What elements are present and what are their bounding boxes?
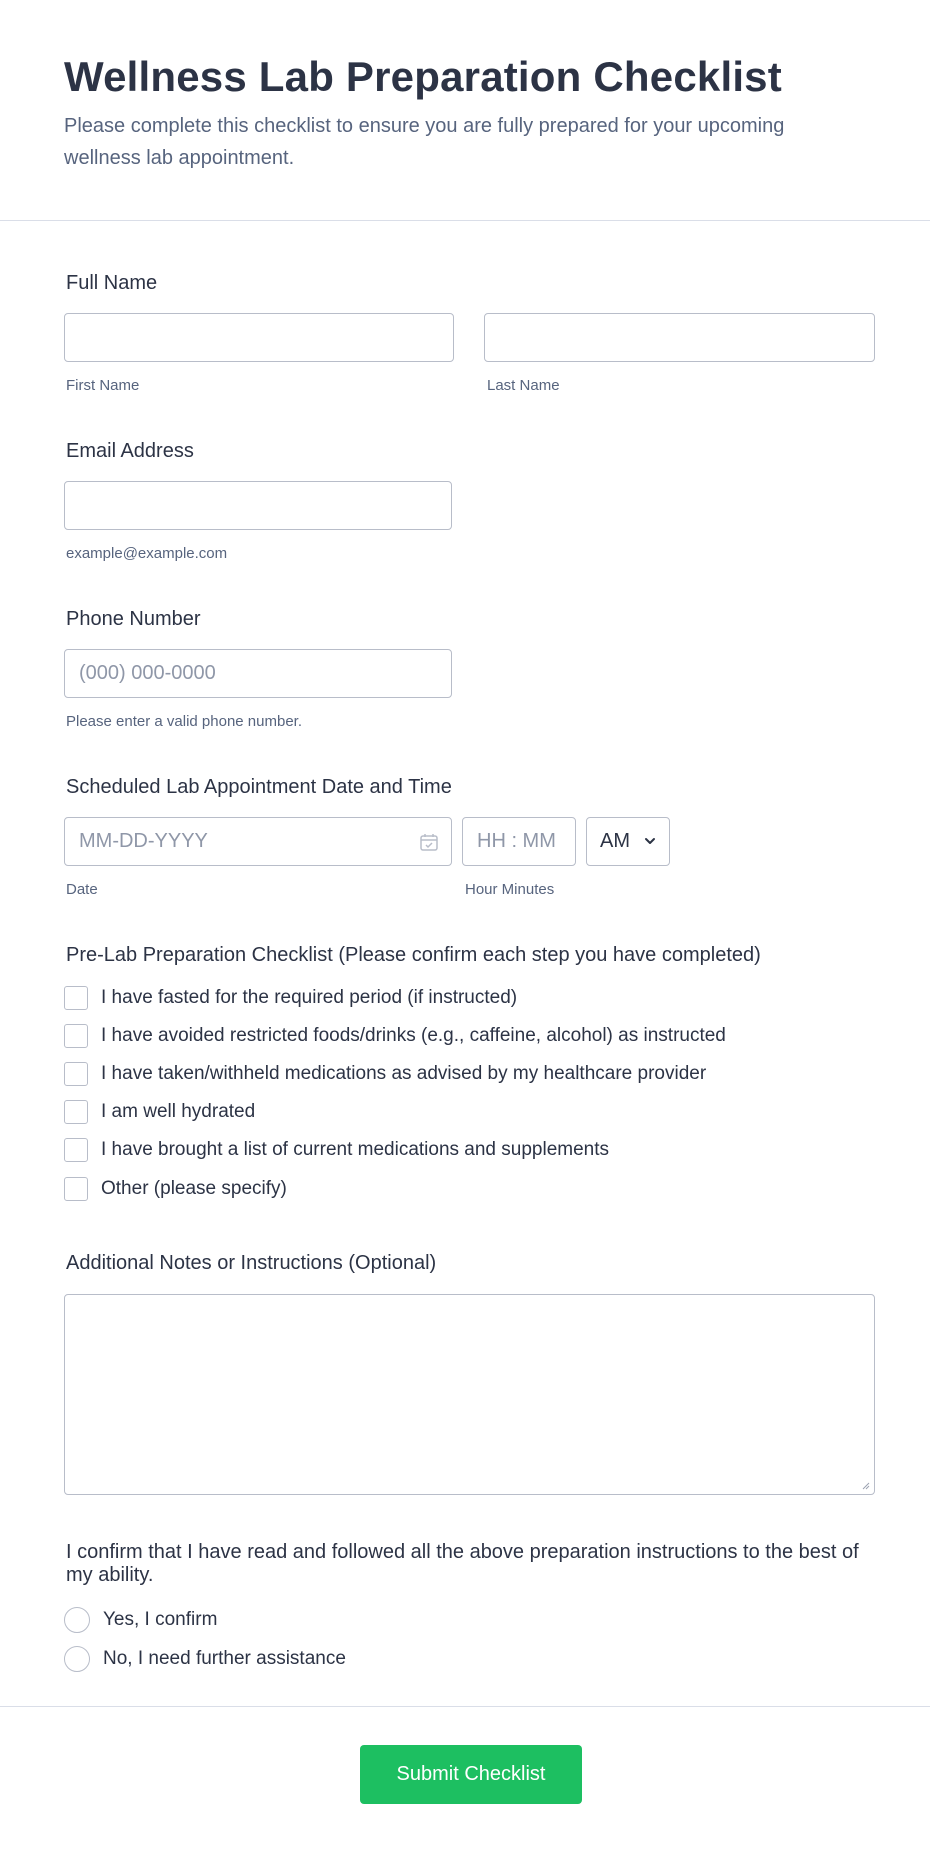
email-input[interactable] [64,481,452,530]
checkbox[interactable] [64,1138,88,1162]
checklist-item-label: I have brought a list of current medications and supplements [101,1139,610,1160]
email-label: Email Address [66,440,194,462]
checklist-item[interactable] [64,1176,287,1202]
email-sublabel: example@example.com [66,545,228,562]
confirmation-label: I confirm that I have read and followed all the above preparation instructions to the best of my ability. [66,1541,859,1586]
checklist-item-label: Other (please specify) [101,1178,287,1199]
last-name-input[interactable] [484,313,875,362]
checkbox[interactable] [64,986,88,1010]
radio-option-label: Yes, I confirm [103,1609,218,1630]
checkbox[interactable] [64,1024,88,1048]
checklist-item-label: I am well hydrated [101,1101,256,1122]
checklist-item[interactable] [64,1023,726,1049]
first-name-input[interactable] [64,313,454,362]
first-name-sublabel: First Name [66,377,140,394]
checkbox[interactable] [64,1100,88,1124]
resize-grip-icon[interactable] [862,1482,870,1490]
footer-divider [0,1706,930,1707]
checkbox[interactable] [64,1177,88,1201]
date-placeholder: MM-DD-YYYY [79,830,208,852]
radio-option-label: No, I need further assistance [103,1648,346,1669]
phone-input[interactable] [64,649,452,698]
checklist-item[interactable] [64,1061,706,1087]
notes-label: Additional Notes or Instructions (Optional) [66,1252,437,1274]
phone-label: Phone Number [66,608,201,630]
ampm-select[interactable] [586,817,670,866]
checklist-item[interactable] [64,1099,255,1125]
date-sublabel: Date [66,881,98,898]
radio-button[interactable] [64,1607,90,1633]
page-title: Wellness Lab Preparation Checklist [64,53,782,100]
checklist-item[interactable] [64,1137,609,1163]
checklist-item[interactable] [64,985,517,1011]
time-sublabel: Hour Minutes [465,881,555,898]
phone-sublabel: Please enter a valid phone number. [66,713,302,730]
radio-button[interactable] [64,1646,90,1672]
ampm-value: AM [600,830,630,852]
phone-placeholder: (000) 000-0000 [79,662,216,684]
form-header [0,0,930,221]
checklist-item-label: I have avoided restricted foods/drinks (e.g., caffeine, alcohol) as instructed [101,1025,726,1046]
page-subtitle: Please complete this checklist to ensure you are fully prepared for your upcoming wellness lab appointment. [64,115,785,169]
notes-textarea[interactable] [64,1294,875,1495]
appointment-label: Scheduled Lab Appointment Date and Time [66,776,452,798]
time-placeholder: HH : MM [477,830,556,852]
radio-option[interactable] [64,1646,346,1672]
checklist-item-label: I have fasted for the required period (if instructed) [101,987,518,1008]
checkbox[interactable] [64,1062,88,1086]
calendar-icon[interactable] [419,832,439,852]
date-input[interactable] [64,817,452,866]
chevron-down-icon [643,834,657,848]
submit-button[interactable]: Submit Checklist [360,1745,582,1804]
time-input[interactable] [462,817,576,866]
full-name-label: Full Name [66,272,158,294]
radio-option[interactable] [64,1607,217,1633]
checklist-item-label: I have taken/withheld medications as advised by my healthcare provider [101,1063,707,1084]
checklist-label: Pre-Lab Preparation Checklist (Please confirm each step you have completed) [66,944,761,966]
last-name-sublabel: Last Name [487,377,560,394]
